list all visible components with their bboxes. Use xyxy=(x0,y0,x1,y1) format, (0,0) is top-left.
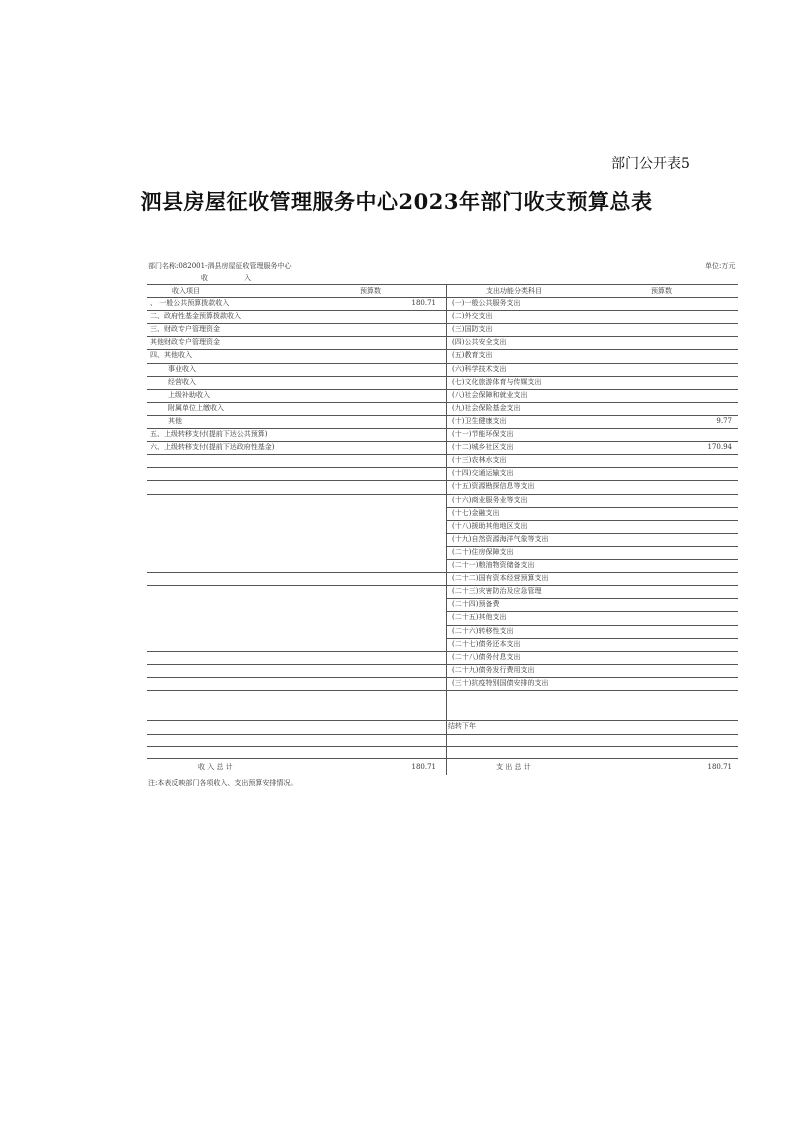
expense-row-label: (二十八)债务付息支出 xyxy=(452,652,521,661)
carryover-label: 结转下年 xyxy=(448,722,476,730)
table-row-rule xyxy=(147,323,738,324)
table-row-rule xyxy=(446,520,738,521)
expense-total-value: 180.71 xyxy=(707,763,732,771)
blank-row-rule xyxy=(147,746,738,747)
table-row-rule xyxy=(446,585,738,586)
income-row-label: 其他财政专户管理资金 xyxy=(150,338,220,347)
table-row-rule xyxy=(446,494,738,495)
income-row-label: 二、政府性基金预算拨款收入 xyxy=(150,312,241,321)
expense-row-label: (二十)住房保障支出 xyxy=(452,547,514,556)
header-bottom-rule xyxy=(147,297,738,298)
expense-row-label: (二)外交支出 xyxy=(452,312,493,321)
table-row-rule xyxy=(446,467,738,468)
carryover-top-rule xyxy=(147,720,738,721)
table-row-rule xyxy=(147,402,738,403)
table-row-rule xyxy=(147,428,738,429)
unit-label: 单位:万元 xyxy=(705,262,736,270)
expense-row-label: (三十)抗疫特别国债安排的支出 xyxy=(452,678,549,687)
expense-row-label: (十八)援助其他地区支出 xyxy=(452,521,528,530)
table-row-rule xyxy=(446,677,738,678)
income-row-label: 其他 xyxy=(168,416,182,425)
expense-row-label: (三)国防支出 xyxy=(452,325,493,334)
income-group-header-2: 入 xyxy=(244,274,251,282)
expense-row-label: (十六)商业服务业等支出 xyxy=(452,495,528,504)
middle-column-rule xyxy=(446,284,447,775)
income-total-label: 收 入 总 计 xyxy=(198,763,233,771)
income-row-label: 四、其他收入 xyxy=(150,351,192,360)
header-top-rule xyxy=(147,284,738,285)
income-row-label: 六、上级转移支付(提前下达政府性基金) xyxy=(150,443,275,452)
table-row-rule xyxy=(446,533,738,534)
expense-row-label: (二十九)债务发行费用支出 xyxy=(452,665,535,674)
expense-row-value: 9.77 xyxy=(716,416,732,425)
table-row-rule xyxy=(446,611,738,612)
income-row-label: 三、财政专户管理资金 xyxy=(150,325,220,334)
expense-row-label: (二十五)其他支出 xyxy=(452,613,507,622)
table-row-rule xyxy=(446,598,738,599)
totals-top-rule xyxy=(147,758,738,759)
income-row-value: 180.71 xyxy=(411,299,436,307)
expense-row-label: (二十三)灾害防治及应急管理 xyxy=(452,587,542,596)
table-row-rule xyxy=(446,651,738,652)
expense-row-label: (一)一般公共服务支出 xyxy=(452,299,521,307)
expense-row-label: (十五)资源勘探信息等支出 xyxy=(452,482,535,491)
table-row-rule xyxy=(147,441,738,442)
expense-budget-header: 预算数 xyxy=(651,287,672,295)
expense-row-label: (十九)自然资源海洋气象等支出 xyxy=(452,534,549,543)
table-row-rule xyxy=(147,690,446,691)
income-row-label: 上级补助收入 xyxy=(168,390,210,399)
table-row-rule xyxy=(147,480,446,481)
income-group-header: 收 xyxy=(201,274,208,282)
table-row-rule xyxy=(147,585,446,586)
expense-row-label: (二十七)债务还本支出 xyxy=(452,639,521,648)
expense-row-label: (二十一)粮油物资储备支出 xyxy=(452,561,535,569)
expense-row-label: (六)科学技术支出 xyxy=(452,364,507,373)
table-row-rule xyxy=(147,467,446,468)
income-budget-header: 预算数 xyxy=(360,287,381,295)
page-title: 泗县房屋征收管理服务中心2023年部门收支预算总表 xyxy=(140,189,653,214)
income-row-label: 经营收入 xyxy=(168,377,196,386)
expense-row-label: (二十二)国有资本经营预算支出 xyxy=(452,574,549,583)
expense-row-value: 170.94 xyxy=(707,443,732,452)
expense-row-label: (十七)金融支出 xyxy=(452,508,500,517)
table-row-rule xyxy=(446,625,738,626)
department-name: 部门名称:082001-泗县房屋征收管理服务中心 xyxy=(148,262,292,270)
expense-row-label: (十)卫生健康支出 xyxy=(452,416,507,425)
expense-row-label: (十二)城乡社区支出 xyxy=(452,443,514,452)
expense-row-label: (十四)交通运输支出 xyxy=(452,469,514,478)
expense-row-label: (八)社会保障和就业支出 xyxy=(452,390,528,399)
income-total-value: 180.71 xyxy=(411,763,436,771)
table-row-rule xyxy=(147,454,738,455)
table-row-rule xyxy=(446,572,738,573)
table-row-rule xyxy=(446,690,738,691)
table-row-rule xyxy=(446,546,738,547)
table-row-rule xyxy=(147,363,738,364)
table-note: 注:本表反映部门各项收入、支出预算安排情况。 xyxy=(148,779,298,787)
expense-row-label: (十一)节能环保支出 xyxy=(452,430,514,438)
expense-row-label: (五)教育支出 xyxy=(452,351,493,360)
table-row-rule xyxy=(147,572,446,573)
table-row-rule xyxy=(446,664,738,665)
income-row-label: 、 一般公共预算拨款收入 xyxy=(150,299,230,307)
table-row-rule xyxy=(147,415,738,416)
table-row-rule xyxy=(147,336,738,337)
expense-row-label: (十三)农林水支出 xyxy=(452,456,507,465)
expense-row-label: (四)公共安全支出 xyxy=(452,338,507,347)
table-row-rule xyxy=(147,310,738,311)
carryover-bottom-rule xyxy=(147,734,738,735)
expense-item-header: 支出功能分类科目 xyxy=(486,287,542,295)
table-row-rule xyxy=(147,664,446,665)
table-row-rule xyxy=(147,651,446,652)
table-row-rule xyxy=(446,638,738,639)
table-row-rule xyxy=(147,376,738,377)
form-code: 部门公开表5 xyxy=(611,156,690,172)
table-row-rule xyxy=(147,349,738,350)
table-row-rule xyxy=(446,507,738,508)
expense-row-label: (二十四)预备费 xyxy=(452,600,500,609)
income-row-label: 五、上级转移支付(提前下达公共预算) xyxy=(150,430,268,438)
expense-row-label: (二十六)转移性支出 xyxy=(452,626,514,635)
table-row-rule xyxy=(147,677,446,678)
table-row-rule xyxy=(446,559,738,560)
table-row-rule xyxy=(446,480,738,481)
income-row-label: 事业收入 xyxy=(168,364,196,373)
expense-total-label: 支 出 总 计 xyxy=(496,763,531,771)
table-row-rule xyxy=(147,494,446,495)
table-row-rule xyxy=(147,389,738,390)
income-row-label: 附属单位上缴收入 xyxy=(168,403,224,412)
income-item-header: 收入项目 xyxy=(172,287,200,295)
expense-row-label: (七)文化旅游体育与传媒支出 xyxy=(452,377,542,386)
expense-row-label: (九)社会保险基金支出 xyxy=(452,403,521,412)
